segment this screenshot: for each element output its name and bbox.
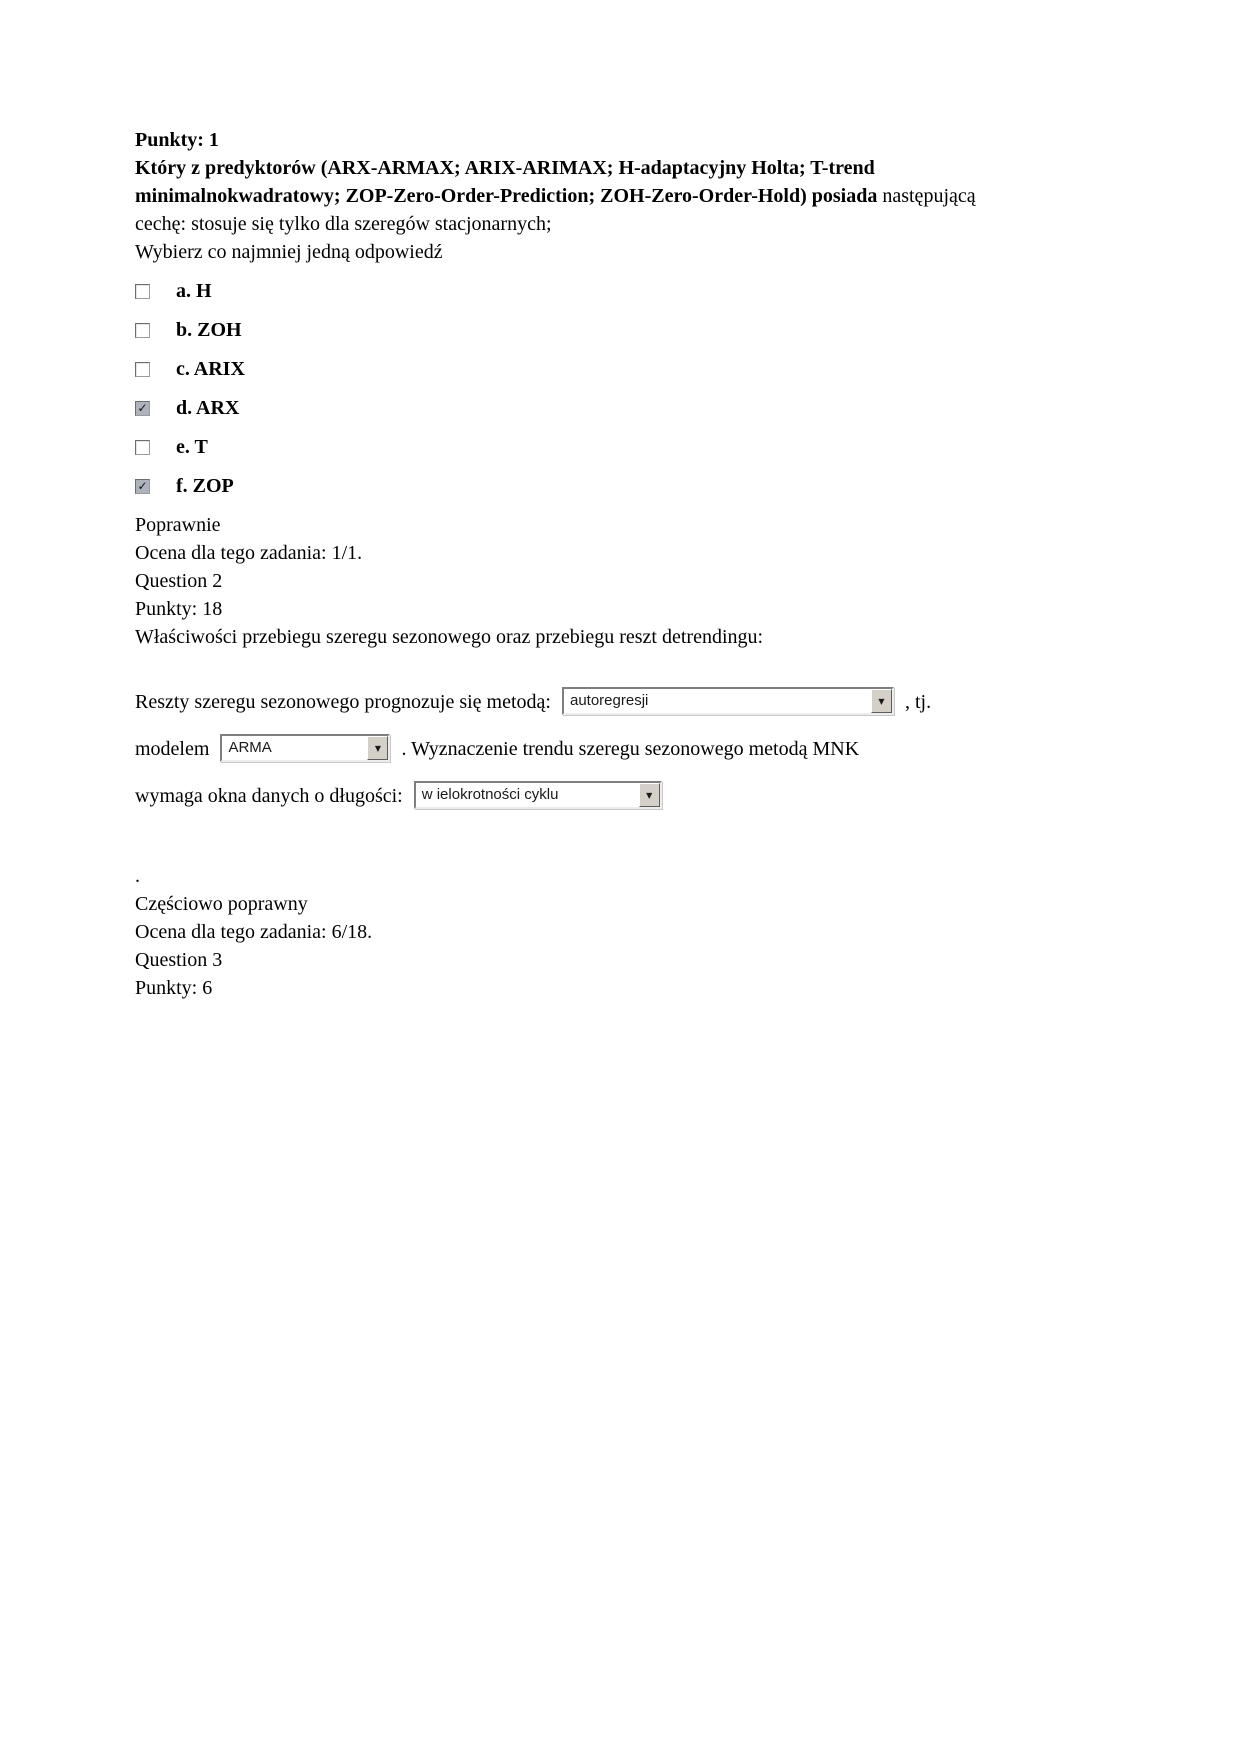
method-select[interactable] bbox=[562, 687, 894, 715]
q2-flow-line-3 bbox=[135, 773, 985, 820]
q2-flow-line-2 bbox=[135, 726, 985, 773]
q1-options bbox=[135, 277, 985, 500]
method-select-value: autoregresji bbox=[569, 692, 649, 710]
question-3 bbox=[135, 946, 985, 1002]
option-label: b. ZOH bbox=[176, 319, 242, 341]
q2-text-segment: wymaga okna danych o długości: bbox=[135, 785, 403, 807]
model-select-dropdown-button[interactable] bbox=[367, 736, 388, 760]
answer-option bbox=[135, 472, 985, 500]
checkbox-option-f[interactable]: ✓ bbox=[135, 479, 150, 494]
model-select-value: ARMA bbox=[228, 739, 272, 757]
q2-text-segment: . Wyznaczenie trendu szeregu sezonowego metodą MNK bbox=[401, 738, 860, 760]
window-length-select[interactable] bbox=[414, 781, 662, 809]
checkbox-option-d[interactable]: ✓ bbox=[135, 401, 150, 416]
q1-instruction: Wybierz co najmniej jedną odpowiedź bbox=[135, 241, 443, 263]
option-label: e. T bbox=[176, 436, 208, 458]
q2-intro-text: Właściwości przebiegu szeregu sezonowego oraz przebiegu reszt detrendingu: bbox=[135, 626, 764, 648]
checkbox-option-e[interactable] bbox=[135, 440, 150, 455]
checkbox-option-c[interactable] bbox=[135, 362, 150, 377]
window-length-select-dropdown-button[interactable] bbox=[639, 783, 660, 807]
checkbox-option-a[interactable] bbox=[135, 284, 150, 299]
q1-question-text-rest: następującą cechę: stosuje się tylko dla szeregów stacjonarnych; bbox=[135, 185, 976, 235]
dropdown-arrow-icon: ▼ bbox=[374, 743, 382, 753]
q2-fill-in-area bbox=[135, 679, 985, 820]
answer-option bbox=[135, 433, 985, 461]
q2-text-segment: Reszty szeregu sezonowego prognozuje się metodą: bbox=[135, 691, 551, 713]
window-length-select-value: w ielokrotności cyklu bbox=[421, 786, 559, 804]
q1-question-text-bold: Który z predyktorów (ARX-ARMAX; ARIX-ARIMAX; H-adaptacyjny Holta; T-trend minimalnokwadratowy; ZOP-Zero-Order-Prediction; ZOH-Zero-Order-Hold) posiada bbox=[135, 157, 878, 207]
q1-points-label: Punkty: 1 bbox=[135, 129, 219, 151]
quiz-content bbox=[135, 126, 985, 1002]
answer-option bbox=[135, 355, 985, 383]
method-select-dropdown-button[interactable] bbox=[871, 689, 892, 713]
question-2 bbox=[135, 567, 985, 946]
option-label: a. H bbox=[176, 280, 212, 302]
checkbox-option-b[interactable] bbox=[135, 323, 150, 338]
answer-option bbox=[135, 394, 985, 422]
dropdown-arrow-icon: ▼ bbox=[878, 696, 885, 706]
model-select[interactable] bbox=[220, 734, 390, 762]
option-label: d. ARX bbox=[176, 397, 240, 419]
option-label: f. ZOP bbox=[176, 475, 234, 497]
option-label: c. ARIX bbox=[176, 358, 245, 380]
answer-option bbox=[135, 316, 985, 344]
q2-text-segment: , tj. bbox=[904, 691, 932, 713]
q2-header: Question 2 bbox=[135, 570, 223, 592]
q2-text-segment: modelem bbox=[135, 738, 210, 760]
q3-points-label: Punkty: 6 bbox=[135, 977, 213, 999]
question-1 bbox=[135, 126, 985, 567]
q2-flow-line-1 bbox=[135, 679, 985, 726]
answer-option bbox=[135, 277, 985, 305]
q1-question-text bbox=[135, 154, 985, 238]
q3-header: Question 3 bbox=[135, 949, 223, 971]
q2-trailing-dot: . bbox=[135, 865, 140, 887]
q2-feedback-text: Częściowo poprawny bbox=[135, 893, 308, 915]
q1-feedback-text: Poprawnie bbox=[135, 514, 221, 536]
q1-grade-text: Ocena dla tego zadania: 1/1. bbox=[135, 542, 363, 564]
q2-grade-text: Ocena dla tego zadania: 6/18. bbox=[135, 921, 373, 943]
dropdown-arrow-icon: ▼ bbox=[646, 790, 653, 800]
q2-points-label: Punkty: 18 bbox=[135, 598, 223, 620]
